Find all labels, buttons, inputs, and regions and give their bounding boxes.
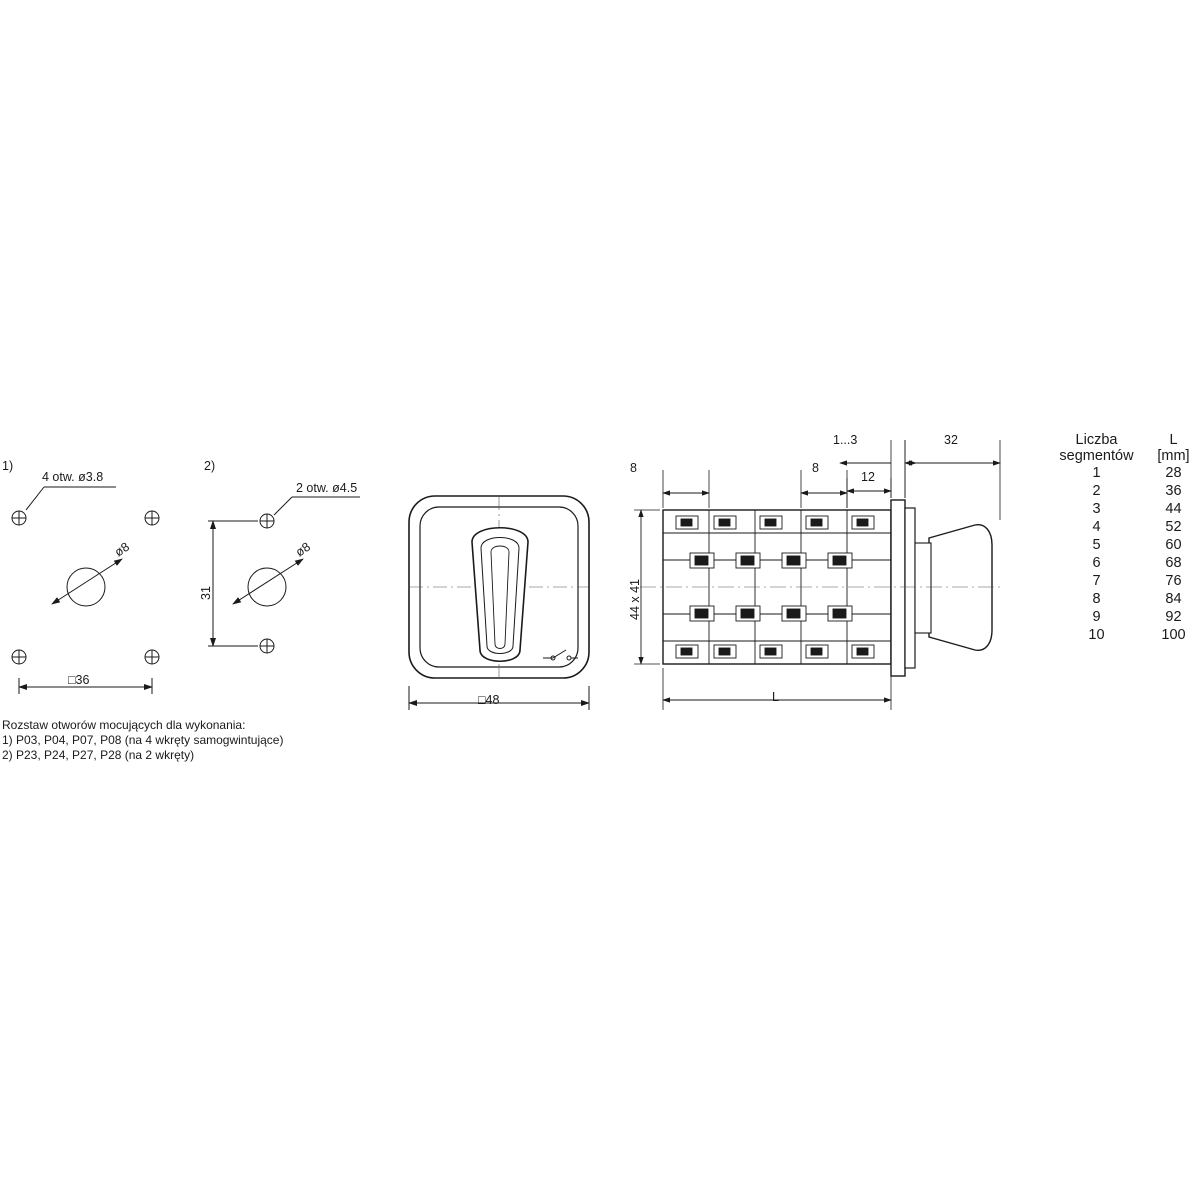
- table-header-length-1: L: [1169, 432, 1178, 448]
- table-row: [1046, 464, 1200, 482]
- panel2-index-label: 2): [204, 459, 216, 473]
- table-header-segments-1: Liczba: [1075, 432, 1118, 448]
- table-row: [1046, 500, 1200, 518]
- table-header-segments-2: segmentów: [1059, 448, 1134, 464]
- table-cell-length: 36: [1165, 483, 1182, 499]
- note-line-2: 1) P03, P04, P07, P08 (na 4 wkręty samogwintujące): [2, 733, 284, 747]
- side-dim-height: 44 x 41: [628, 578, 642, 620]
- table-row: [1046, 626, 1200, 644]
- table-cell-segments: 1: [1092, 465, 1101, 481]
- side-view-assembly: [634, 440, 1000, 710]
- side-dim-length: L: [772, 690, 779, 704]
- table-header-length-2: [mm]: [1157, 448, 1190, 464]
- panel2-vertical-span-label: 31: [199, 586, 213, 600]
- side-dim-12: 12: [861, 470, 875, 484]
- panel2-holes-label: 2 otw. ø4.5: [296, 481, 358, 495]
- table-row: [1046, 536, 1200, 554]
- panel2-center-hole-label: ø8: [293, 539, 313, 560]
- hole-pattern-4-holes: [12, 487, 159, 694]
- panel1-index-label: 1): [2, 459, 14, 473]
- panel1-center-hole-label: ø8: [112, 539, 132, 560]
- table-cell-segments: 8: [1092, 591, 1101, 607]
- table-cell-length: 92: [1165, 609, 1182, 625]
- table-row: [1046, 518, 1200, 536]
- panel1-holes-label: 4 otw. ø3.8: [42, 470, 104, 484]
- front-view-width-label: □48: [478, 693, 500, 707]
- front-view-switch: [409, 496, 589, 710]
- table-row: [1046, 590, 1200, 608]
- table-row: [1046, 572, 1200, 590]
- table-cell-length: 60: [1165, 537, 1182, 553]
- table-cell-segments: 2: [1092, 483, 1101, 499]
- panel1-span-label: □36: [68, 673, 90, 687]
- table-cell-length: 100: [1161, 627, 1186, 643]
- table-cell-segments: 7: [1092, 573, 1101, 589]
- table-cell-length: 28: [1165, 465, 1182, 481]
- table-cell-segments: 10: [1088, 627, 1105, 643]
- table-cell-segments: 6: [1092, 555, 1101, 571]
- table-cell-length: 44: [1165, 501, 1182, 517]
- side-dim-8-right: 8: [812, 461, 819, 475]
- note-line-1: Rozstaw otworów mocujących dla wykonania:: [2, 718, 246, 732]
- table-cell-segments: 4: [1092, 519, 1101, 535]
- table-cell-segments: 9: [1092, 609, 1101, 625]
- table-row: [1046, 482, 1200, 500]
- side-dim-1-3: 1...3: [833, 433, 858, 447]
- note-line-3: 2) P23, P24, P27, P28 (na 2 wkręty): [2, 748, 195, 762]
- table-cell-segments: 3: [1092, 501, 1101, 517]
- table-cell-length: 52: [1165, 519, 1182, 535]
- table-row: [1046, 608, 1200, 626]
- table-cell-segments: 5: [1092, 537, 1101, 553]
- hole-pattern-2-holes: [208, 497, 360, 653]
- side-dim-32: 32: [944, 433, 958, 447]
- table-row: [1046, 554, 1200, 572]
- table-cell-length: 84: [1165, 591, 1182, 607]
- segment-length-table: [1046, 432, 1200, 644]
- side-dim-8-left: 8: [630, 461, 637, 475]
- table-cell-length: 68: [1165, 555, 1182, 571]
- table-cell-length: 76: [1165, 573, 1182, 589]
